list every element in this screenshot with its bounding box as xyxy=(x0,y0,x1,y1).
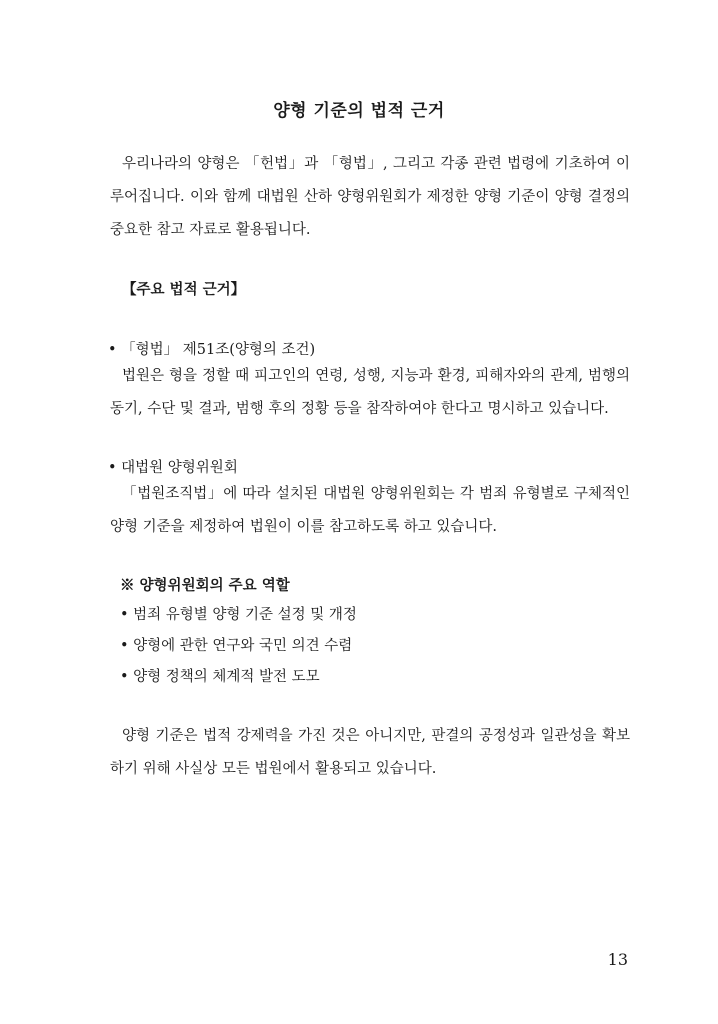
page-number: 13 xyxy=(607,950,628,969)
section2-title: • 대법원 양형위원회 xyxy=(108,460,238,476)
roles-list xyxy=(120,600,357,693)
roles-heading: ※ 양형위원회의 주요 역할 xyxy=(120,577,290,594)
main-heading: 【주요 법적 근거】 xyxy=(122,281,246,298)
intro-paragraph: 우리나라의 양형은 「헌법」과 「형법」, 그리고 각종 관련 법령에 기초하여 이루어집니다. 이와 함께 대법원 산하 양형위원회가 제정한 양형 기준이 양형 결정의 중요한 참고 자료로 활용됩니다. xyxy=(110,156,630,238)
section1-body: 법원은 형을 정할 때 피고인의 연령, 성행, 지능과 환경, 피해자와의 관계, 범행의 동기, 수단 및 결과, 범행 후의 정황 등을 참작하여야 한다고 명시하고 있습니다. xyxy=(110,368,630,417)
page-title: 양형 기준의 법적 근거 xyxy=(273,101,445,121)
list-item: • 범죄 유형별 양형 기준 설정 및 개정 xyxy=(120,607,357,623)
list-item: • 양형 정책의 체계적 발전 도모 xyxy=(120,669,320,685)
conclusion-paragraph: 양형 기준은 법적 강제력을 가진 것은 아니지만, 판결의 공정성과 일관성을 확보하기 위해 사실상 모든 법원에서 활용되고 있습니다. xyxy=(110,728,630,777)
list-item: • 양형에 관한 연구와 국민 의견 수렴 xyxy=(120,638,353,654)
section2-body: 「법원조직법」에 따라 설치된 대법원 양형위원회는 각 범죄 유형별로 구체적인 양형 기준을 제정하여 법원이 이를 참고하도록 하고 있습니다. xyxy=(110,486,630,535)
section1-title: • 「형법」 제51조(양형의 조건) xyxy=(108,342,316,358)
